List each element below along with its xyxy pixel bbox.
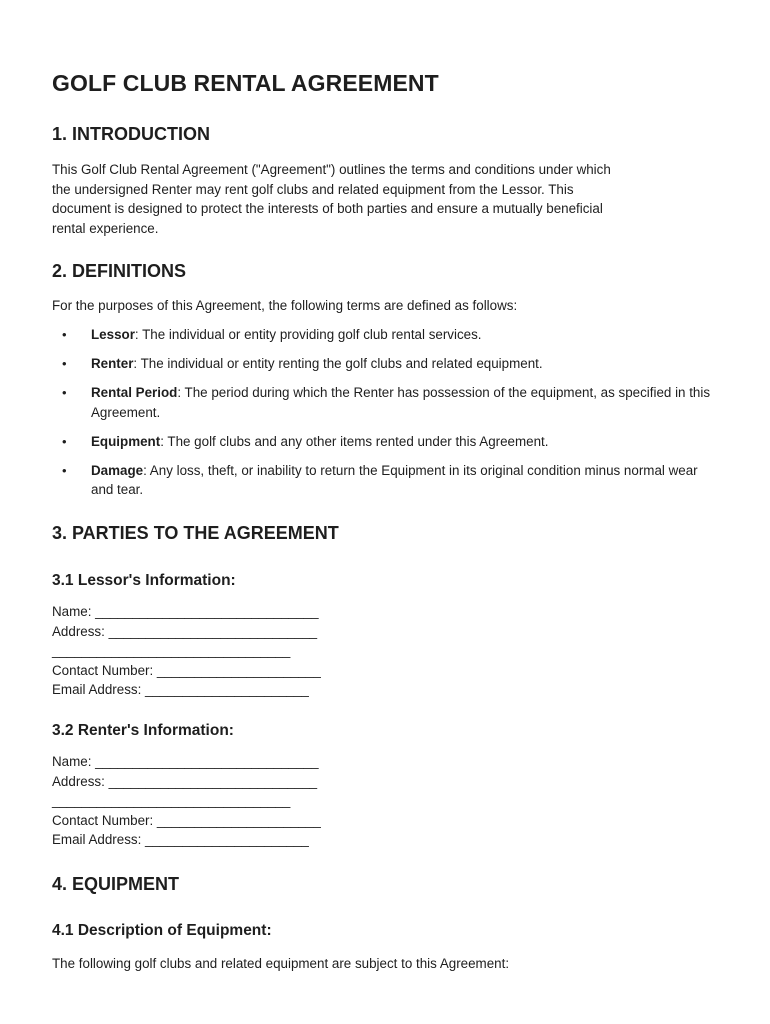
lessor-address-field[interactable]: Address: ____________________________ bbox=[52, 624, 318, 639]
introduction-paragraph bbox=[52, 160, 712, 238]
bullet-icon: • bbox=[62, 356, 67, 372]
definition-text: : Any loss, theft, or inability to return the Equipment in its original condition minus normal wear and tear. bbox=[91, 462, 698, 498]
definition-text: : The period during which the Renter has possession of the equipment, as specified in this Agreement. bbox=[91, 385, 711, 420]
definition-text: : The individual or entity renting the golf clubs and related equipment. bbox=[133, 356, 543, 372]
renter-email-field[interactable]: Email Address: ______________________ bbox=[52, 832, 309, 847]
lessor-address-line2-field[interactable]: ________________________________ bbox=[52, 643, 291, 658]
bullet-icon: • bbox=[62, 385, 67, 401]
definition-item bbox=[52, 325, 722, 345]
introduction-line: rental experience. bbox=[52, 220, 159, 236]
document-title: GOLF CLUB RENTAL AGREEMENT bbox=[52, 70, 439, 96]
definition-item bbox=[52, 383, 722, 422]
definition-text: : The golf clubs and any other items rented under this Agreement. bbox=[160, 433, 549, 449]
definition-term: Equipment bbox=[91, 433, 161, 449]
renter-address-line2-field[interactable]: ________________________________ bbox=[52, 793, 291, 808]
definition-item bbox=[52, 354, 722, 374]
section-heading-definitions: 2. DEFINITIONS bbox=[52, 261, 187, 281]
definition-term: Rental Period bbox=[91, 385, 178, 401]
bullet-icon: • bbox=[62, 327, 67, 342]
definition-text: : The individual or entity providing golf club rental services. bbox=[134, 327, 482, 342]
section-heading-parties: 3. PARTIES TO THE AGREEMENT bbox=[52, 523, 339, 543]
renter-address-field[interactable]: Address: ____________________________ bbox=[52, 774, 318, 789]
bullet-icon: • bbox=[62, 433, 67, 449]
subsection-heading-renter: 3.2 Renter's Information: bbox=[52, 722, 234, 739]
introduction-line: the undersigned Renter may rent golf clubs and related equipment from the Lessor. This bbox=[52, 181, 574, 197]
renter-name-field[interactable]: Name: ______________________________ bbox=[52, 754, 319, 769]
subsection-heading-equipment-description: 4.1 Description of Equipment: bbox=[52, 922, 272, 939]
bullet-icon: • bbox=[62, 462, 67, 478]
definitions-list bbox=[52, 325, 722, 509]
definition-item bbox=[52, 432, 722, 452]
definitions-lead: For the purposes of this Agreement, the following terms are defined as follows: bbox=[52, 298, 518, 313]
introduction-line: This Golf Club Rental Agreement ("Agreement") outlines the terms and conditions under which bbox=[52, 162, 611, 177]
section-heading-equipment: 4. EQUIPMENT bbox=[52, 874, 180, 894]
subsection-heading-lessor: 3.1 Lessor's Information: bbox=[52, 572, 236, 589]
equipment-lead: The following golf clubs and related equipment are subject to this Agreement: bbox=[52, 956, 510, 971]
definition-term: Damage bbox=[91, 462, 144, 478]
lessor-email-field[interactable]: Email Address: ______________________ bbox=[52, 682, 309, 697]
lessor-name-field[interactable]: Name: ______________________________ bbox=[52, 604, 319, 619]
introduction-line: document is designed to protect the interests of both parties and ensure a mutually beneficial bbox=[52, 201, 603, 216]
lessor-contact-number-field[interactable]: Contact Number: ______________________ bbox=[52, 663, 321, 678]
definition-term: Renter bbox=[91, 356, 134, 372]
renter-contact-number-field[interactable]: Contact Number: ______________________ bbox=[52, 813, 321, 828]
definition-item bbox=[52, 461, 722, 500]
section-heading-introduction: 1. INTRODUCTION bbox=[52, 124, 211, 144]
definition-term: Lessor bbox=[91, 327, 135, 342]
